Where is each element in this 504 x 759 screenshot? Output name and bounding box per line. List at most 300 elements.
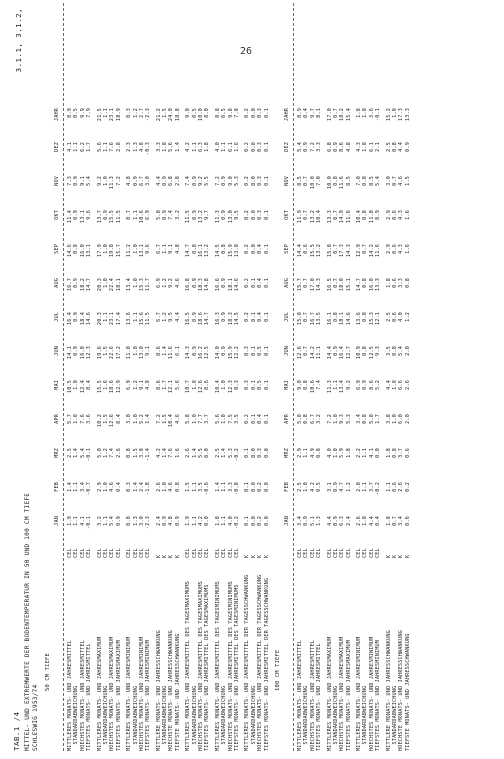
- table-cell: 1.5: [185, 482, 192, 492]
- table-cell: 12.7: [345, 346, 352, 360]
- row-unit: CEL: [132, 548, 139, 558]
- row-unit: CEL: [233, 548, 240, 558]
- table-cell: 8.0: [204, 108, 211, 118]
- table-cell: 5.2: [138, 414, 145, 424]
- table-cell: 1.0: [73, 414, 80, 424]
- table-cell: 5.6: [168, 142, 175, 152]
- table-cell: 5.5: [204, 176, 211, 186]
- table-cell: 1.3: [132, 516, 139, 526]
- row-unit: CEL: [191, 548, 198, 558]
- table-cell: 0.7: [303, 176, 310, 186]
- column-header: FEB: [54, 482, 60, 492]
- table-cell: 6.3: [198, 142, 205, 152]
- table-cell: 1.2: [345, 482, 352, 492]
- table-cell: 1.8: [214, 516, 221, 526]
- table-cell: 5.4: [79, 448, 86, 458]
- table-cell: 9.5: [168, 312, 175, 322]
- row-label: HOECHSTES MONATS- UND JAHRESMITTEL DER TAGESSCHWANKUNG: [257, 574, 264, 751]
- table-cell: -1.4: [145, 448, 152, 462]
- group-gap: [411, 3, 415, 751]
- table-cell: 0.9: [404, 142, 411, 152]
- column-header: JUL: [54, 312, 60, 322]
- table-cell: 0.2: [244, 312, 251, 322]
- table-cell: 17.0: [326, 108, 333, 122]
- table-cell: 12.3: [227, 380, 234, 394]
- table-cell: 13.0: [233, 244, 240, 258]
- table-cell: 0.4: [257, 244, 264, 254]
- table-cell: 0.3: [244, 346, 251, 356]
- table-cell: 1.1: [221, 482, 228, 492]
- table-cell: 10.2: [96, 414, 103, 428]
- table-cell: 0.0: [250, 176, 257, 186]
- table-cell: 10.9: [356, 346, 363, 360]
- table-cell: 0.3: [126, 482, 133, 492]
- row-unit: CEL: [356, 548, 363, 558]
- row-unit: CEL: [67, 548, 73, 558]
- table-cell: 0.0: [204, 516, 211, 526]
- table-cell: 8.9: [296, 108, 303, 118]
- table-cell: 6.7: [309, 414, 316, 424]
- table-cell: 0.8: [303, 380, 310, 390]
- table-cell: 0.9: [115, 516, 122, 526]
- table-cell: 1.0: [362, 142, 369, 152]
- table-cell: 14.2: [309, 346, 316, 360]
- table-cell: 1.4: [132, 482, 139, 492]
- table-cell: 6.9: [145, 210, 152, 220]
- table-cell: 0.8: [126, 448, 133, 458]
- table-cell: 13.0: [227, 210, 234, 224]
- table-cell: 3.0: [138, 516, 145, 526]
- table-cell: 17.9: [96, 244, 103, 258]
- table-cell: 10.0: [309, 176, 316, 190]
- table-cell: 14.5: [233, 312, 240, 326]
- table-cell: 4.0: [398, 312, 405, 322]
- table-cell: 0.2: [257, 516, 264, 526]
- table-cell: 1.4: [174, 142, 181, 152]
- row-unit: K: [244, 554, 251, 558]
- table-cell: 0.2: [244, 108, 251, 118]
- table-cell: 2.8: [174, 176, 181, 186]
- table-cell: 0.3: [257, 142, 264, 152]
- table-cell: 15.6: [138, 312, 145, 326]
- table-cell: 1.1: [303, 448, 310, 458]
- table-cell: 18.2: [79, 278, 86, 292]
- table-cell: 11.1: [316, 346, 323, 360]
- column-header: NOV: [54, 176, 60, 186]
- table-cell: 0.8: [332, 176, 339, 186]
- table-cell: 1.0: [102, 482, 109, 492]
- table-cell: 5.5: [198, 448, 205, 458]
- table-cell: 0.7: [332, 278, 339, 288]
- table-cell: 1.8: [385, 516, 392, 526]
- table-cell: 3.3: [227, 482, 234, 492]
- table-cell: 3.3: [316, 142, 323, 152]
- table-cell: 16.0: [79, 346, 86, 360]
- table-cell: 1.2: [404, 312, 411, 322]
- table-cell: 1.8: [385, 448, 392, 458]
- table-cell: 0.8: [221, 244, 228, 254]
- table-cell: 11.3: [214, 210, 221, 224]
- table-cell: 0.8: [404, 278, 411, 288]
- table-cell: 8.6: [155, 380, 162, 390]
- table-cell: 14.7: [356, 278, 363, 292]
- row-unit: K: [250, 554, 257, 558]
- row-unit: CEL: [138, 548, 145, 558]
- table-cell: 18.1: [115, 278, 122, 292]
- row-unit: CEL: [73, 548, 80, 558]
- table-cell: 8.5: [345, 176, 352, 186]
- table-cell: 2.1: [375, 142, 382, 152]
- table-cell: 8.6: [339, 142, 346, 152]
- table-cell: 1.0: [132, 278, 139, 288]
- row-unit: CEL: [339, 548, 346, 558]
- table-cell: 13.3: [326, 210, 333, 224]
- table-cell: 2.4: [138, 482, 145, 492]
- row-label: TIEFSTES MONATS- UND JAHRESMITTEL: [316, 643, 323, 751]
- table-cell: 0.1: [263, 346, 270, 356]
- table-cell: 0.8: [392, 142, 399, 152]
- table-cell: 2.6: [115, 448, 122, 458]
- table-cell: 8.5: [368, 176, 375, 186]
- table-cell: 4.2: [185, 142, 192, 152]
- table-cell: 10.4: [168, 414, 175, 428]
- table-cell: 21.2: [155, 108, 162, 122]
- row-unit: K: [398, 554, 405, 558]
- table-cell: 4.4: [155, 176, 162, 186]
- column-header: DEZ: [54, 142, 60, 152]
- table-cell: 16.3: [214, 312, 221, 326]
- table-cell: 9.1: [138, 380, 145, 390]
- table-cell: 1.0: [221, 414, 228, 424]
- table-cell: 3.5: [385, 346, 392, 356]
- table-cell: 18.4: [79, 312, 86, 326]
- table-cell: 2.0: [404, 414, 411, 424]
- table-cell: 1.6: [404, 210, 411, 220]
- table-cell: 5.7: [67, 414, 73, 424]
- table-cell: 16.1: [326, 312, 333, 326]
- table-cell: 8.6: [368, 380, 375, 390]
- table-cell: 3.0: [145, 176, 152, 186]
- table-cell: 0.8: [332, 312, 339, 322]
- table-cell: 14.6: [233, 278, 240, 292]
- row-label: MITTLERES MONATS- UND JAHRESMAXIMUM: [326, 636, 333, 751]
- table-cell: 1.4: [162, 448, 169, 458]
- table-row: [86, 3, 92, 751]
- table-cell: 1.8: [345, 448, 352, 458]
- row-unit: K: [392, 554, 399, 558]
- table-cell: 0.7: [332, 108, 339, 118]
- row-unit: CEL: [326, 548, 333, 558]
- column-header: SEP: [283, 244, 290, 254]
- table-cell: 10.5: [67, 380, 73, 394]
- table-cell: 10.4: [356, 210, 363, 224]
- table-cell: 0.8: [316, 448, 323, 458]
- table-cell: 18.6: [109, 380, 116, 394]
- table-cell: 11.6: [168, 346, 175, 360]
- table-cell: 0.5: [191, 108, 198, 118]
- column-header: OKT: [283, 210, 290, 220]
- row-unit: K: [155, 554, 162, 558]
- column-header: NOV: [283, 176, 290, 186]
- row-unit: CEL: [227, 548, 234, 558]
- table-cell: 0.5: [316, 482, 323, 492]
- table-cell: 11.6: [345, 210, 352, 224]
- table-cell: 9.3: [375, 346, 382, 356]
- table-cell: 9.9: [79, 108, 86, 118]
- row-unit: CEL: [345, 548, 352, 558]
- table-cell: 13.1: [79, 210, 86, 224]
- table-cell: 15.2: [385, 108, 392, 122]
- table-cell: 1.6: [174, 448, 181, 458]
- table-cell: 1.0: [362, 516, 369, 526]
- table-cell: 18.3: [227, 312, 234, 326]
- row-unit: CEL: [375, 548, 382, 558]
- table-cell: 4.3: [356, 142, 363, 152]
- table-cell: 1.4: [145, 414, 152, 424]
- table-cell: 11.5: [145, 312, 152, 326]
- table-cell: 16.4: [339, 346, 346, 360]
- table-cell: 1.5: [404, 176, 411, 186]
- table-cell: 18.2: [339, 108, 346, 122]
- table-cell: 6.1: [368, 142, 375, 152]
- table-cell: 0.9: [102, 210, 109, 220]
- row-label: STANDARDABWEICHUNG: [332, 685, 339, 751]
- row-unit: CEL: [316, 548, 323, 558]
- table-cell: 0.9: [191, 312, 198, 322]
- table-cell: 17.0: [309, 278, 316, 292]
- table-cell: 0.2: [244, 210, 251, 220]
- table-cell: 15.0: [296, 312, 303, 326]
- table-cell: 4.2: [309, 482, 316, 492]
- table-cell: 7.2: [214, 176, 221, 186]
- row-unit: K: [385, 554, 392, 558]
- table-cell: 13.3: [404, 108, 411, 122]
- table-cell: 2.4: [345, 516, 352, 526]
- table-cell: 4.4: [326, 516, 333, 526]
- table-cell: 2.9: [96, 482, 103, 492]
- table-cell: 8.4: [86, 380, 93, 390]
- table-title: [24, 493, 40, 751]
- table-cell: 3.2: [174, 210, 181, 220]
- table-cell: 15.5: [309, 244, 316, 258]
- table-cell: -0.2: [375, 482, 382, 496]
- row-unit: CEL: [296, 548, 303, 558]
- table-cell: 10.4: [214, 380, 221, 394]
- table-cell: 0.6: [303, 244, 310, 254]
- table-cell: 6.7: [138, 176, 145, 186]
- table-cell: 4.3: [398, 244, 405, 254]
- table-cell: 16.2: [198, 346, 205, 360]
- table-cell: 15.3: [368, 312, 375, 326]
- table-cell: 0.0: [263, 516, 270, 526]
- table-cell: 9.7: [204, 210, 211, 220]
- table-cell: 15.3: [138, 278, 145, 292]
- table-cell: 6.9: [126, 380, 133, 390]
- table-cell: 9.5: [233, 210, 240, 220]
- table-cell: 19.8: [109, 244, 116, 258]
- table-cell: 0.5: [257, 346, 264, 356]
- table-cell: 6.8: [326, 142, 333, 152]
- row-unit: CEL: [185, 548, 192, 558]
- table-cell: 11.4: [67, 210, 73, 224]
- row-label: STANDARDABWEICHUNG: [191, 685, 198, 751]
- table-cell: 9.1: [145, 346, 152, 356]
- table-cell: 8.3: [233, 380, 240, 390]
- column-header: MRZ: [283, 448, 290, 458]
- table-cell: 0.8: [126, 516, 133, 526]
- table-cell: 12.9: [115, 380, 122, 394]
- table-cell: 1.4: [73, 448, 80, 458]
- table-cell: 7.6: [79, 414, 86, 424]
- table-cell: 8.5: [296, 176, 303, 186]
- table-cell: 9.2: [96, 176, 103, 186]
- table-cell: 2.5: [385, 142, 392, 152]
- table-cell: 12.1: [375, 312, 382, 326]
- table-cell: 0.9: [303, 516, 310, 526]
- table-cell: 1.0: [303, 482, 310, 492]
- table-cell: 0.0: [250, 482, 257, 492]
- table-cell: 14.0: [214, 346, 221, 360]
- table-cell: 3.5: [198, 482, 205, 492]
- table-cell: 10.7: [185, 380, 192, 394]
- table-row: [405, 3, 411, 751]
- table-cell: 7.4: [316, 380, 323, 390]
- table-cell: 13.2: [198, 210, 205, 224]
- row-label: HOECHSTES MONATS- UND JAHRESMITTEL DES TAGESMAXIMUMS: [198, 581, 205, 751]
- table-cell: 1.2: [102, 448, 109, 458]
- table-cell: 0.8: [362, 346, 369, 356]
- table-cell: 0.3: [257, 448, 264, 458]
- table-cell: 0.9: [303, 142, 310, 152]
- table-cell: 1.0: [73, 380, 80, 390]
- table-cell: 12.5: [204, 346, 211, 360]
- table-cell: 0.1: [250, 380, 257, 390]
- table-cell: 0.6: [404, 516, 411, 526]
- header-rule: [63, 3, 64, 751]
- table-cell: 0.1: [244, 448, 251, 458]
- table-cell: 9.1: [168, 244, 175, 254]
- table-cell: 16.0: [79, 244, 86, 258]
- table-cell: 0.2: [244, 278, 251, 288]
- table-cell: 6.8: [168, 176, 175, 186]
- table-cell: 12.6: [296, 346, 303, 360]
- column-header: AUG: [283, 278, 290, 288]
- table-cell: 0.2: [244, 244, 251, 254]
- table-cell: 23.1: [109, 312, 116, 326]
- table-cell: 14.6: [345, 312, 352, 326]
- table-cell: 0.8: [362, 278, 369, 288]
- table-cell: 0.3: [257, 176, 264, 186]
- table-cell: 1.1: [191, 516, 198, 526]
- table-cell: 3.5: [233, 414, 240, 424]
- table-cell: -0.1: [375, 108, 382, 122]
- table-cell: 4.6: [398, 176, 405, 186]
- table-cell: 14.7: [86, 278, 93, 292]
- table-cell: -0.6: [204, 482, 211, 496]
- table-cell: 0.2: [244, 142, 251, 152]
- table-cell: 0.7: [303, 312, 310, 322]
- table-cell: 1.1: [73, 482, 80, 492]
- table-cell: 16.1: [198, 244, 205, 258]
- row-unit: CEL: [115, 548, 122, 558]
- row-unit: K: [257, 554, 264, 558]
- table-cell: 7.2: [309, 142, 316, 152]
- table-cell: 0.7: [332, 210, 339, 220]
- table-cell: 4.8: [145, 380, 152, 390]
- table-cell: 0.7: [362, 244, 369, 254]
- table-cell: 3.6: [86, 414, 93, 424]
- row-label: TIEFSTES MONATS- UND JAHRESMAXIMUM: [345, 639, 352, 751]
- table-cell: 4.0: [214, 142, 221, 152]
- row-label: TIEFSTES MONATS- UND JAHRESMITTEL: [86, 643, 93, 751]
- table-cell: 0.6: [392, 210, 399, 220]
- table-cell: 11.5: [115, 210, 122, 224]
- table-cell: -0.1: [86, 516, 93, 530]
- table-cell: 1.2: [132, 380, 139, 390]
- table-cell: 14.8: [204, 278, 211, 292]
- table-cell: 1.5: [162, 108, 169, 118]
- table-cell: 1.6: [404, 244, 411, 254]
- table-cell: 0.9: [191, 210, 198, 220]
- table-cell: 2.9: [385, 244, 392, 254]
- row-unit: CEL: [145, 548, 152, 558]
- table-cell: 9.2: [198, 176, 205, 186]
- table-cell: 4.0: [227, 516, 234, 526]
- row-label: MITTLERES MONATS- UND JAHRESMINIMUM: [356, 636, 363, 751]
- table-cell: 1.5: [102, 346, 109, 356]
- table-cell: 1.8: [385, 278, 392, 288]
- table-cell: 7.3: [67, 176, 73, 186]
- table-cell: 0.9: [221, 176, 228, 186]
- row-label: MITTLERE MONATS- UND JAHRESSCHWANKUNG: [155, 630, 162, 751]
- table-cell: 2.2: [356, 448, 363, 458]
- column-header: APR: [54, 414, 60, 424]
- table-cell: 4.9: [309, 448, 316, 458]
- table-cell: 1.1: [385, 482, 392, 492]
- row-label: TIEFSTES MONATS- UND JAHRESMAXIMUM: [115, 639, 122, 751]
- table-cell: 1.3: [316, 516, 323, 526]
- table-cell: 16.4: [67, 312, 73, 326]
- table-cell: 0.8: [362, 414, 369, 424]
- table-cell: 11.6: [339, 176, 346, 190]
- table-cell: 7.2: [115, 176, 122, 186]
- table-cell: 0.3: [244, 380, 251, 390]
- table-cell: 1.4: [214, 482, 221, 492]
- table-cell: 5.3: [227, 448, 234, 458]
- table-cell: -0.8: [233, 482, 240, 496]
- table-cell: 5.2: [375, 380, 382, 390]
- table-cell: 1.1: [102, 312, 109, 322]
- table-cell: 1.0: [132, 346, 139, 356]
- title-line: SCHLESWIG 1953/74: [32, 684, 39, 751]
- table-row: [116, 3, 122, 751]
- table-cell: 7.8: [233, 108, 240, 118]
- table-cell: 0.9: [332, 346, 339, 356]
- table-cell: 1.9: [185, 516, 192, 526]
- table-cell: 17.4: [115, 312, 122, 326]
- table-cell: 0.9: [221, 346, 228, 356]
- table-cell: 17.3: [339, 244, 346, 258]
- table-cell: 1.5: [132, 448, 139, 458]
- table-cell: 0.0: [250, 448, 257, 458]
- table-cell: 13.7: [96, 210, 103, 224]
- table-cell: 14.1: [67, 346, 73, 360]
- table-cell: 3.7: [368, 482, 375, 492]
- table-cell: 7.0: [356, 176, 363, 186]
- table-cell: 0.4: [257, 278, 264, 288]
- table-cell: 0.0: [250, 142, 257, 152]
- table-cell: 1.2: [132, 108, 139, 118]
